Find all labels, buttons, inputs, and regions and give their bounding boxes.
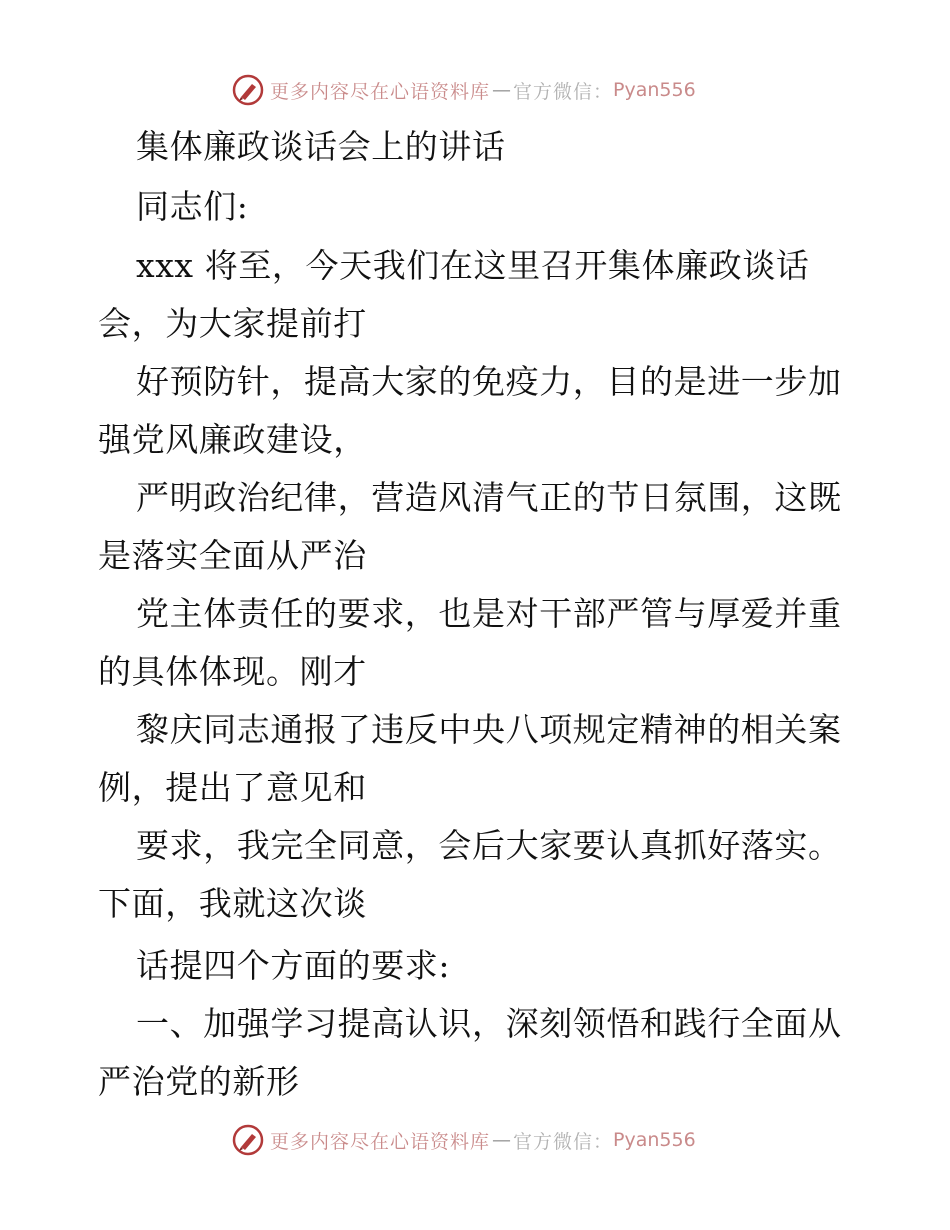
text-line: 严治党的新形 <box>98 1062 300 1101</box>
text-line: 好预防针，提高大家的免疫力，目的是进一步加 <box>136 362 842 401</box>
text-line: xxx 将至，今天我们在这里召开集体廉政谈话 <box>136 246 810 285</box>
text-line: 黎庆同志通报了违反中央八项规定精神的相关案 <box>136 710 842 749</box>
text-line: 要求，我完全同意，会后大家要认真抓好落实。 <box>136 826 842 865</box>
watermark-separator: — <box>492 1129 512 1151</box>
text-line: 的具体体现。刚才 <box>98 652 367 691</box>
text-line: 下面，我就这次谈 <box>98 884 367 923</box>
pen-logo-icon <box>232 1124 264 1156</box>
watermark-brand: 更多内容尽在心语资料库 <box>270 1130 491 1153</box>
text-line: 党主体责任的要求，也是对干部严管与厚爱并重 <box>136 594 842 633</box>
text-line: 话提四个方面的要求: <box>136 946 451 985</box>
watermark-account: Pyan556 <box>613 79 696 101</box>
document-title: 集体廉政谈话会上的讲话 <box>136 127 506 166</box>
text-line: 会，为大家提前打 <box>98 304 367 343</box>
watermark-footer <box>232 1122 696 1158</box>
text-line: 强党风廉政建设， <box>98 420 367 459</box>
pen-logo-icon <box>232 74 264 106</box>
text-line: 严明政治纪律，营造风清气正的节日氛围，这既 <box>136 478 842 517</box>
watermark-wechat-label: 官方微信： <box>513 80 614 103</box>
watermark-brand: 更多内容尽在心语资料库 <box>270 80 491 103</box>
watermark-header <box>232 72 696 108</box>
text-line: 一、加强学习提高认识，深刻领悟和践行全面从 <box>136 1004 842 1043</box>
text-line: 同志们: <box>136 187 249 226</box>
watermark-wechat-label: 官方微信： <box>513 1130 614 1153</box>
watermark-separator: — <box>492 79 512 101</box>
text-line: 是落实全面从严治 <box>98 536 367 575</box>
watermark-account: Pyan556 <box>613 1129 696 1151</box>
text-line: 例，提出了意见和 <box>98 768 367 807</box>
